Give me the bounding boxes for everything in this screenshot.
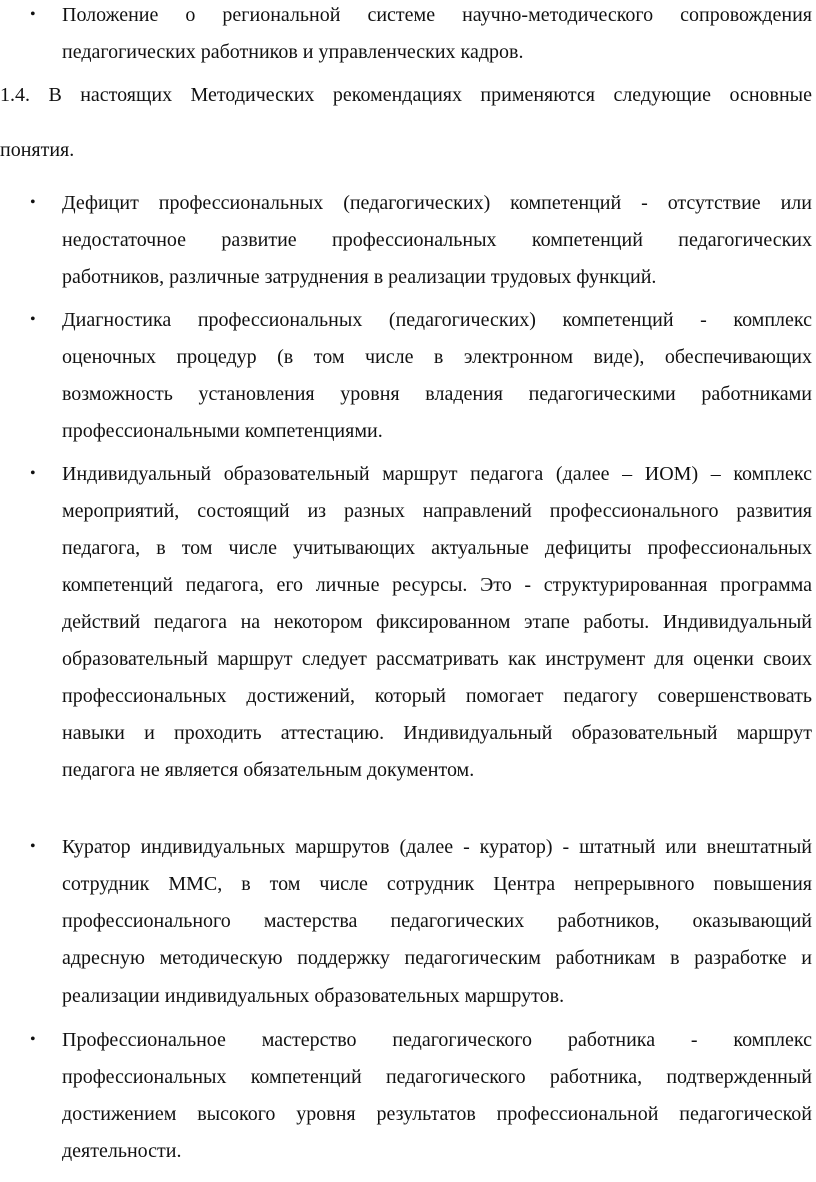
bullet-item-line: адресную методическую поддержку педагогическим работникам в разработке и <box>62 947 812 969</box>
bullet-item-line: возможность установления уровня владения педагогическими работниками <box>62 383 812 405</box>
bullet-item-line: реализации индивидуальных образовательных маршрутов. <box>62 985 565 1007</box>
bullet-item-line: педагогических работников и управленческих кадров. <box>62 41 524 63</box>
bullet-icon: • <box>30 465 36 482</box>
bullet-item-line: компетенций педагога, его личные ресурсы. Это - структурированная программа <box>62 574 812 596</box>
bullet-item-line: Дефицит профессиональных (педагогических) компетенций - отсутствие или <box>62 192 812 214</box>
bullet-item-line: Профессиональное мастерство педагогического работника - комплекс <box>62 1029 812 1051</box>
bullet-item-line: действий педагога на некотором фиксированном этапе работы. Индивидуальный <box>62 611 812 633</box>
paragraph-line: понятия. <box>0 139 75 161</box>
bullet-item-line: профессиональными компетенциями. <box>62 420 383 442</box>
bullet-item-line: педагога не является обязательным документом. <box>62 759 475 781</box>
bullet-icon: • <box>30 6 36 23</box>
bullet-item-line: образовательный маршрут следует рассматривать как инструмент для оценки своих <box>62 648 812 670</box>
bullet-icon: • <box>30 838 36 855</box>
bullet-item-line: работников, различные затруднения в реализации трудовых функций. <box>62 266 657 288</box>
bullet-icon: • <box>30 1031 36 1048</box>
bullet-item-line: Диагностика профессиональных (педагогических) компетенций - комплекс <box>62 309 812 331</box>
bullet-item-line: навыки и проходить аттестацию. Индивидуальный образовательный маршрут <box>62 722 812 744</box>
bullet-item-line: Индивидуальный образовательный маршрут педагога (далее – ИОМ) – комплекс <box>62 463 812 485</box>
bullet-item-line: сотрудник ММС, в том числе сотрудник Центра непрерывного повышения <box>62 873 812 895</box>
bullet-item-line: недостаточное развитие профессиональных компетенций педагогических <box>62 229 812 251</box>
bullet-item-line: педагога, в том числе учитывающих актуальные дефициты профессиональных <box>62 537 812 559</box>
bullet-item-line: Куратор индивидуальных маршрутов (далее - куратор) - штатный или внештатный <box>62 836 812 858</box>
bullet-item-line: профессиональных достижений, который помогает педагогу совершенствовать <box>62 685 812 707</box>
bullet-item-line: оценочных процедур (в том числе в электронном виде), обеспечивающих <box>62 346 812 368</box>
bullet-item-line: профессиональных компетенций педагогического работника, подтвержденный <box>62 1066 812 1088</box>
bullet-item-line: деятельности. <box>62 1140 182 1162</box>
bullet-item-line: достижением высокого уровня результатов профессиональной педагогической <box>62 1103 812 1125</box>
paragraph-line: 1.4. В настоящих Методических рекомендациях применяются следующие основные <box>0 84 812 106</box>
bullet-item-line: профессионального мастерства педагогических работников, оказывающий <box>62 910 812 932</box>
bullet-item-line: мероприятий, состоящий из разных направлений профессионального развития <box>62 500 812 522</box>
bullet-item-line: Положение о региональной системе научно-методического сопровождения <box>62 4 812 26</box>
bullet-icon: • <box>30 311 36 328</box>
bullet-icon: • <box>30 194 36 211</box>
